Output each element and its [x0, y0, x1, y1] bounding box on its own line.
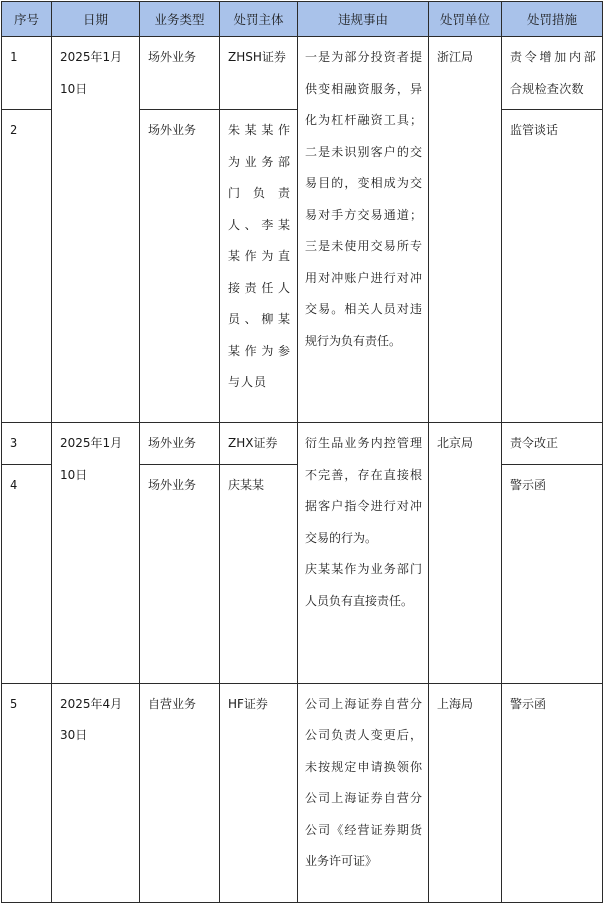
- row-entity: HF证券: [220, 683, 298, 902]
- header-row: [2, 2, 603, 37]
- row-reason: [298, 423, 429, 684]
- row-type: 场外业务: [140, 423, 220, 465]
- header-entity: 处罚主体: [220, 2, 298, 37]
- reason-text: 衍生品业务内控管理不完善，存在直接根据客户指令进行对冲交易的行为。: [305, 436, 422, 545]
- row-authority: 上海局: [429, 683, 502, 902]
- row-type: 自营业务: [140, 683, 220, 902]
- table-row: [2, 683, 603, 902]
- row-entity: ZHX证券: [220, 423, 298, 465]
- header-no: 序号: [2, 2, 52, 37]
- row-no: 1: [2, 37, 52, 110]
- header-date: 日期: [52, 2, 140, 37]
- row-date: 2025年1月10日: [52, 423, 140, 684]
- row-no: 3: [2, 423, 52, 465]
- header-type: 业务类型: [140, 2, 220, 37]
- row-reason: [298, 683, 429, 902]
- row-authority: 浙江局: [429, 37, 502, 423]
- header-measure: 处罚措施: [502, 2, 603, 37]
- table-row: [2, 37, 603, 110]
- row-authority: 北京局: [429, 423, 502, 684]
- row-no: 5: [2, 683, 52, 902]
- row-measure: 责令改正: [502, 423, 603, 465]
- row-date: 2025年1月10日: [52, 37, 140, 423]
- reason-text: 一是为部分投资者提供变相融资服务，异化为杠杆融资工具；二是未识别客户的交易目的，变相成为交易对手方交易通道；三是未使用交易所专用对冲账户进行对冲交易。相关人员对违规行为负有责任。: [305, 50, 422, 348]
- row-no: 2: [2, 110, 52, 423]
- header-authority: 处罚单位: [429, 2, 502, 37]
- reason-text: 庆某某作为业务部门人员负有直接责任。: [305, 562, 422, 608]
- row-no: 4: [2, 464, 52, 683]
- row-type: 场外业务: [140, 37, 220, 110]
- row-entity: ZHSH证券: [220, 37, 298, 110]
- penalty-table: [1, 1, 603, 903]
- header-reason: 违规事由: [298, 2, 429, 37]
- row-entity: 朱某某作为业务部门负责人、李某某作为直接责任人员、柳某某作为参与人员: [220, 110, 298, 423]
- table-row: [2, 423, 603, 465]
- row-measure: 警示函: [502, 464, 603, 683]
- row-measure: 责令增加内部合规检查次数: [502, 37, 603, 110]
- row-reason: [298, 37, 429, 423]
- row-date: 2025年4月30日: [52, 683, 140, 902]
- row-type: 场外业务: [140, 464, 220, 683]
- row-measure: 监管谈话: [502, 110, 603, 423]
- row-measure: 警示函: [502, 683, 603, 902]
- reason-text: 公司上海证券自营分公司负责人变更后，未按规定申请换领你公司上海证券自营分公司《经营证券期货业务许可证》: [305, 696, 422, 868]
- row-type: 场外业务: [140, 110, 220, 423]
- row-entity: 庆某某: [220, 464, 298, 683]
